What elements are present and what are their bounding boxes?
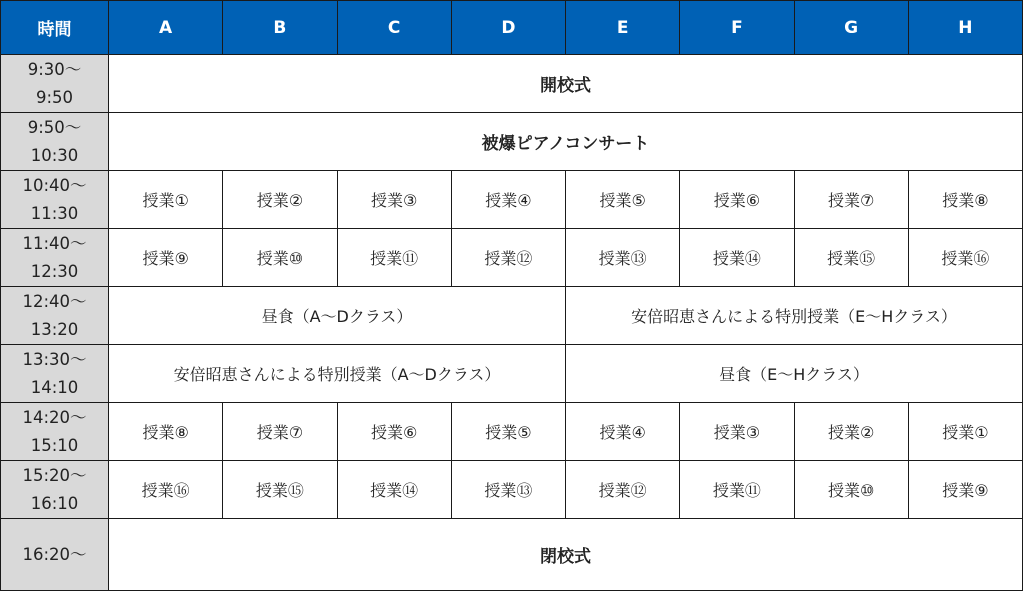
class-cell: 授業④ — [451, 171, 565, 229]
schedule-row — [1, 171, 1023, 229]
class-cell: 授業⑮ — [794, 229, 908, 287]
time-cell — [1, 229, 109, 287]
column-header-a: A — [109, 1, 223, 55]
time-cell — [1, 461, 109, 519]
schedule-row — [1, 229, 1023, 287]
time-cell — [1, 287, 109, 345]
class-cell: 授業⑭ — [680, 229, 794, 287]
class-cell: 授業② — [223, 171, 337, 229]
class-cell: 授業⑫ — [566, 461, 680, 519]
lunch-cell: 昼食（A～Dクラス） — [109, 287, 566, 345]
time-start: 12:40～ — [22, 291, 87, 311]
class-cell: 授業⑩ — [223, 229, 337, 287]
class-cell: 授業⑩ — [794, 461, 908, 519]
column-header-b: B — [223, 1, 337, 55]
class-cell: 授業⑥ — [337, 403, 451, 461]
class-cell: 授業⑯ — [908, 229, 1022, 287]
time-end: 14:10 — [30, 377, 79, 397]
schedule-row — [1, 403, 1023, 461]
time-cell — [1, 519, 109, 591]
header-row — [1, 1, 1023, 55]
schedule-row — [1, 113, 1023, 171]
class-cell: 授業⑤ — [451, 403, 565, 461]
lunch-cell: 昼食（E～Hクラス） — [566, 345, 1023, 403]
class-cell: 授業⑨ — [109, 229, 223, 287]
class-cell: 授業⑪ — [680, 461, 794, 519]
class-cell: 授業③ — [337, 171, 451, 229]
time-end: 16:10 — [30, 493, 79, 513]
time-end: 12:30 — [30, 261, 79, 281]
time-cell — [1, 345, 109, 403]
time-start: 14:20～ — [22, 407, 87, 427]
class-cell: 授業⑭ — [337, 461, 451, 519]
time-cell — [1, 403, 109, 461]
class-cell: 授業⑨ — [908, 461, 1022, 519]
class-cell: 授業⑦ — [794, 171, 908, 229]
class-cell: 授業① — [908, 403, 1022, 461]
class-cell: 授業① — [109, 171, 223, 229]
class-cell: 授業⑬ — [451, 461, 565, 519]
class-cell: 授業⑪ — [337, 229, 451, 287]
time-cell — [1, 55, 109, 113]
schedule-row — [1, 461, 1023, 519]
column-header-h: H — [908, 1, 1022, 55]
time-start: 11:40～ — [22, 233, 87, 253]
event-piano-concert: 被爆ピアノコンサート — [109, 113, 1023, 171]
time-end: 10:30 — [30, 145, 79, 165]
time-start: 15:20～ — [22, 465, 87, 485]
class-cell: 授業⑯ — [109, 461, 223, 519]
class-cell: 授業⑥ — [680, 171, 794, 229]
event-closing-ceremony: 閉校式 — [109, 519, 1023, 591]
class-cell: 授業④ — [566, 403, 680, 461]
column-header-g: G — [794, 1, 908, 55]
column-header-d: D — [451, 1, 565, 55]
schedule-row — [1, 55, 1023, 113]
time-end: 15:10 — [30, 435, 79, 455]
column-header-e: E — [566, 1, 680, 55]
time-start: 13:30～ — [22, 349, 87, 369]
time-start: 10:40～ — [22, 175, 87, 195]
column-header-f: F — [680, 1, 794, 55]
class-cell: 授業⑤ — [566, 171, 680, 229]
class-cell: 授業⑧ — [109, 403, 223, 461]
class-cell: 授業⑮ — [223, 461, 337, 519]
time-column-header: 時間 — [1, 1, 109, 55]
column-header-c: C — [337, 1, 451, 55]
time-start: 16:20～ — [22, 544, 87, 564]
schedule-row — [1, 287, 1023, 345]
time-cell — [1, 113, 109, 171]
time-end: 13:20 — [30, 319, 79, 339]
special-class-cell: 安倍昭恵さんによる特別授業（E～Hクラス） — [566, 287, 1023, 345]
class-cell: 授業⑬ — [566, 229, 680, 287]
class-cell: 授業③ — [680, 403, 794, 461]
time-end: 11:30 — [30, 203, 79, 223]
class-cell: 授業⑦ — [223, 403, 337, 461]
special-class-cell: 安倍昭恵さんによる特別授業（A～Dクラス） — [109, 345, 566, 403]
class-cell: 授業⑧ — [908, 171, 1022, 229]
schedule-row — [1, 519, 1023, 591]
time-start: 9:30～ — [27, 59, 82, 79]
class-cell: 授業⑫ — [451, 229, 565, 287]
event-opening-ceremony: 開校式 — [109, 55, 1023, 113]
class-cell: 授業② — [794, 403, 908, 461]
schedule-row — [1, 345, 1023, 403]
time-start: 9:50～ — [27, 117, 82, 137]
time-cell — [1, 171, 109, 229]
time-end: 9:50 — [35, 87, 74, 107]
